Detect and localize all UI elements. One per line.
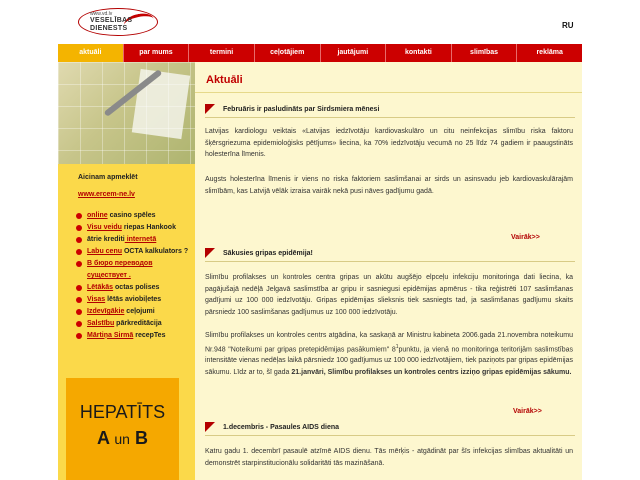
banner-un: un: [114, 431, 130, 447]
list-item[interactable]: [76, 246, 194, 258]
site-logo[interactable]: [78, 8, 158, 36]
divider: [195, 92, 582, 93]
superscript: 1: [395, 343, 399, 350]
list-item[interactable]: [76, 306, 194, 318]
link-anchor[interactable]: internetā: [124, 236, 157, 243]
para-text: Slimību profilakses un kontroles centrs atgādina, ka saskaņā ar Ministru kabineta 2006.gada 21.novembra noteikumu Nr.948 "Noteikumi par gripas pretepidēmijas pasākumiem" 8: [205, 332, 573, 353]
nav-item-termini[interactable]: termini: [189, 44, 255, 62]
list-item[interactable]: [76, 210, 194, 222]
nav-item-par-mums[interactable]: par mums: [124, 44, 190, 62]
news-paragraph: Augsts holesterīna līmenis ir viens no riska faktoriem saslimšanai ar sirds un asinsvadu jeb kardiovaskulārajām slimībām, kas Latvijā vēlāk izraisa vairāk nekā pusi nāves gadījumu gadā.: [205, 176, 573, 195]
nav-item-aktuali[interactable]: aktuāli: [58, 44, 124, 62]
link-anchor[interactable]: online: [87, 212, 108, 219]
red-flag-icon: [205, 104, 215, 114]
link-text: lētās aviobiļetes: [105, 296, 162, 303]
list-item[interactable]: [76, 294, 194, 306]
page-title: Aktuāli: [206, 74, 243, 86]
news-title[interactable]: Sākusies gripas epidēmija!: [223, 250, 313, 257]
link-anchor[interactable]: В бюро переводов: [87, 260, 153, 267]
sidebar: [58, 62, 195, 480]
read-more-link[interactable]: Vairāk>>: [513, 408, 542, 415]
nav-item-jautajumi[interactable]: jautājumi: [321, 44, 387, 62]
nav-item-celotajiem[interactable]: ceļotājiem: [255, 44, 321, 62]
news-paragraph: Katru gadu 1. decembrī pasaulē atzīmē AIDS dienu. Tās mērķis - atgādināt par šīs infekcijas slimības aktualitāti un demonstrēt starpinstitucionālu solidaritāti tās mazināšanā.: [205, 448, 573, 467]
read-more-link[interactable]: Vairāk>>: [511, 234, 540, 241]
link-text: riepas Hankook: [121, 224, 176, 231]
site-header: [0, 0, 640, 44]
link-anchor[interactable]: Izdevīgākie: [87, 308, 125, 315]
news-heading: [205, 248, 575, 262]
news-paragraph: Slimību profilakses un kontroles centra gripas un akūtu augšējo elpceļu infekciju monitoringa dati liecina, ka pagājušajā nedēļā Jelgavā saslimstība ar gripu ir sasniegusi epidēmijas apmērus - tika reģistrēti 107 saslimšanas gadījumi uz 100 000 iedzīvotāju. Gripas epidēmijas slieksnis tiek sasniegts tad, ja saslimšanas gadījumu skaits pārsniedz 100 saslimšanas gadījumus uz 100 000 iedzīvotāju.: [205, 274, 573, 316]
banner-line1: HEPATĪTS: [79, 402, 166, 422]
link-anchor[interactable]: Mārtiņa Sirmā: [87, 332, 134, 339]
news-heading: [205, 104, 575, 118]
list-item[interactable]: [76, 222, 194, 234]
para-bold: 21.janvāri, Slimību profilakses un kontroles centrs izziņo gripas epidēmijas sākumu.: [291, 368, 572, 376]
link-text: pārkreditācija: [114, 320, 162, 327]
language-switch-ru[interactable]: RU: [562, 21, 574, 30]
news-heading: [205, 422, 575, 436]
news-paragraph: Latvijas kardiologu veiktais «Latvijas iedzīvotāju kardiovaskulāro un citu neinfekcijas slimību riska faktoru šķērsgriezuma epidemioloģisks pētījums» liecina, ka 70% iedzīvotāju vecumā no 25 līdz 74 gadiem ir paaugstināts holesterīna līmenis.: [205, 128, 573, 158]
news-title[interactable]: Februāris ir pasludināts par Sirdsmiera mēnesi: [223, 106, 380, 113]
link-text: octas polises: [113, 284, 160, 291]
red-flag-icon: [205, 422, 215, 432]
list-item[interactable]: [76, 330, 194, 342]
sidebar-link-ercem[interactable]: www.ercem-ne.lv: [78, 191, 135, 198]
link-text: ceļojumi: [124, 308, 155, 315]
banner-b: B: [134, 428, 148, 448]
nav-item-reklama[interactable]: reklāma: [536, 49, 563, 56]
red-flag-icon: [205, 248, 215, 258]
list-item[interactable]: [76, 282, 194, 294]
link-text: casino spēles: [107, 212, 156, 219]
logo-text-line1: VESELĪBAS: [90, 17, 133, 24]
logo-text-line2: DIENESTS: [90, 25, 128, 32]
nav-item-kontakti[interactable]: kontakti: [386, 44, 452, 62]
news-title[interactable]: 1.decembris - Pasaules AIDS diena: [223, 424, 340, 431]
link-text: ātrie krediti: [87, 236, 125, 243]
list-item[interactable]: [76, 258, 194, 282]
list-item[interactable]: [76, 318, 194, 330]
banner-a: A: [97, 428, 110, 448]
link-text: OCTA kalkulators ?: [122, 248, 189, 255]
sidebar-photo: [58, 62, 195, 164]
hepatitis-banner[interactable]: [66, 378, 179, 480]
link-anchor[interactable]: Labu cenu: [87, 248, 123, 255]
logo-url: www.vd.lv: [90, 11, 113, 17]
link-text: recepTes: [133, 332, 166, 339]
para-text: punktu, ja vienā no monitoringa teritorijām saslimstības intensitāte vienas nedēļas laikā pārsniedz 100 gadījumus uz 100 000 iedzīvotājiem, tiek paziņots par gripas epidēmijas sākumu. Līdz ar to, šī gada: [205, 345, 573, 376]
sidebar-title: Aicinam apmeklēt: [78, 174, 138, 181]
link-anchor[interactable]: Lētākās: [87, 284, 114, 291]
link-anchor[interactable]: Visu veidu: [87, 224, 122, 231]
main-nav: [58, 44, 582, 62]
link-anchor[interactable]: существует .: [87, 272, 131, 279]
news-paragraph: [205, 330, 573, 378]
banner-line2: [66, 428, 179, 449]
link-anchor[interactable]: Visas: [87, 296, 106, 303]
nav-item-slimibas[interactable]: slimības: [452, 44, 518, 62]
photo-grid: [58, 62, 195, 164]
list-item[interactable]: [76, 234, 194, 246]
link-anchor[interactable]: Salstību: [87, 320, 115, 327]
main-content: [195, 62, 582, 480]
sidebar-link-list: [76, 210, 194, 342]
